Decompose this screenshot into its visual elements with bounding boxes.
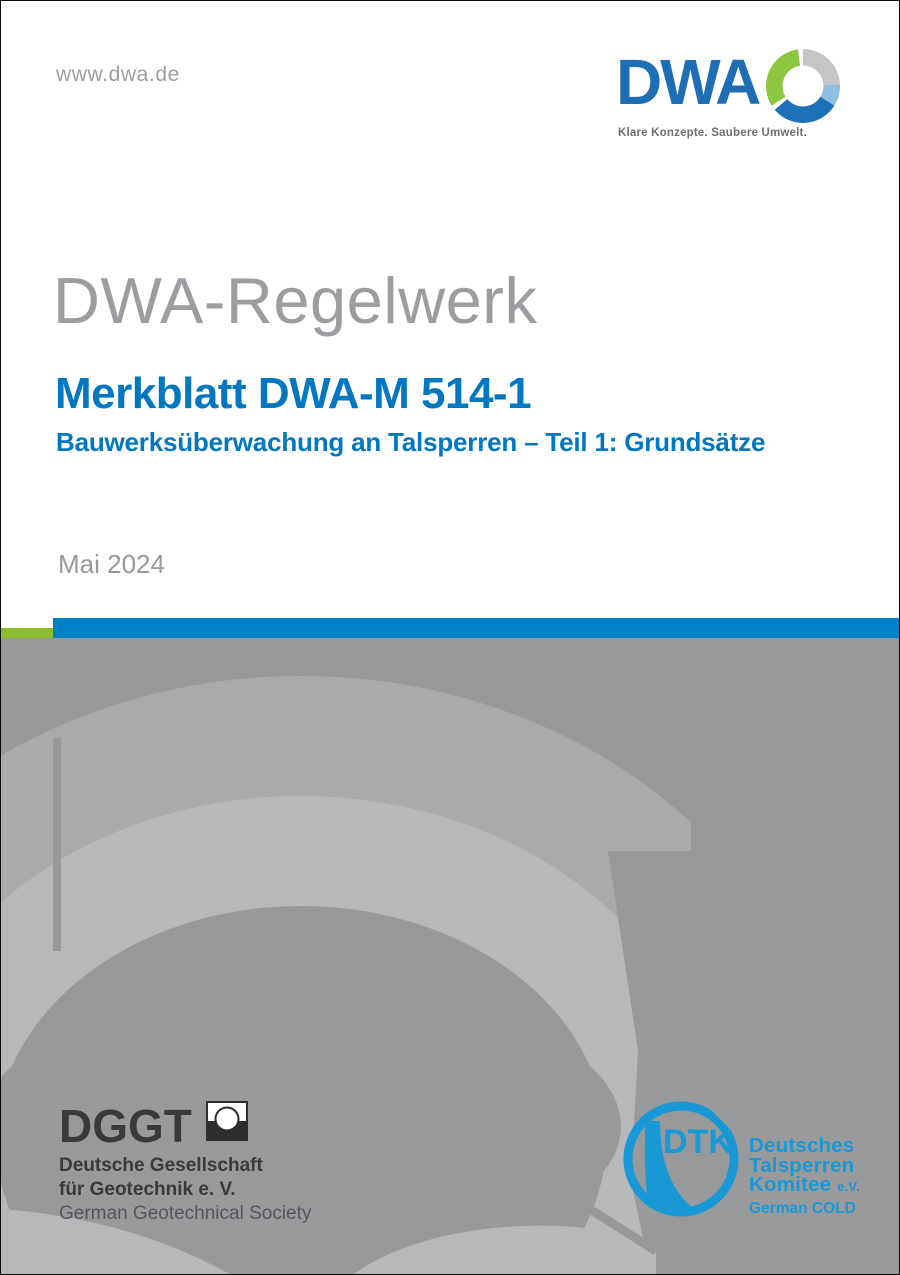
publication-date: Mai 2024 <box>58 549 165 579</box>
dggt-logo-icon <box>206 1101 248 1141</box>
dtk-name-line1: Deutsches <box>749 1134 855 1157</box>
dwa-ring-icon <box>766 49 840 123</box>
svg-text:DTK: DTK <box>663 1123 733 1161</box>
dtk-logo <box>601 1096 891 1226</box>
dtk-name-block <box>749 1136 860 1218</box>
dggt-name-line1: Deutsche Gesellschaft <box>59 1155 263 1176</box>
website-url: www.dwa.de <box>56 63 180 86</box>
series-title: DWA-Regelwerk <box>53 264 538 337</box>
dggt-logo-text: DGGT <box>59 1100 192 1152</box>
document-title: Merkblatt DWA-M 514-1 <box>55 369 532 418</box>
dtk-name-suffix: e.V. <box>837 1179 860 1194</box>
dtk-name-line2: Talsperren <box>749 1153 855 1177</box>
dwa-logo-tagline: Klare Konzepte. Saubere Umwelt. <box>618 127 807 139</box>
dggt-logo <box>59 1099 399 1239</box>
document-subtitle: Bauwerksüberwachung an Talsperren – Teil 1: Grundsätze <box>56 427 766 457</box>
green-accent-bar <box>1 628 53 638</box>
dggt-name-line2: für Geotechnik e. V. <box>59 1179 236 1200</box>
dggt-name-line3: German Geotechnical Society <box>59 1203 312 1224</box>
blue-accent-bar <box>53 618 899 638</box>
dwa-logo <box>616 47 856 147</box>
dtk-name-line4: German COLD <box>749 1199 856 1217</box>
dwa-logo-text: DWA <box>616 46 760 118</box>
dtk-name-line3: Komitee e.V. <box>749 1173 860 1196</box>
